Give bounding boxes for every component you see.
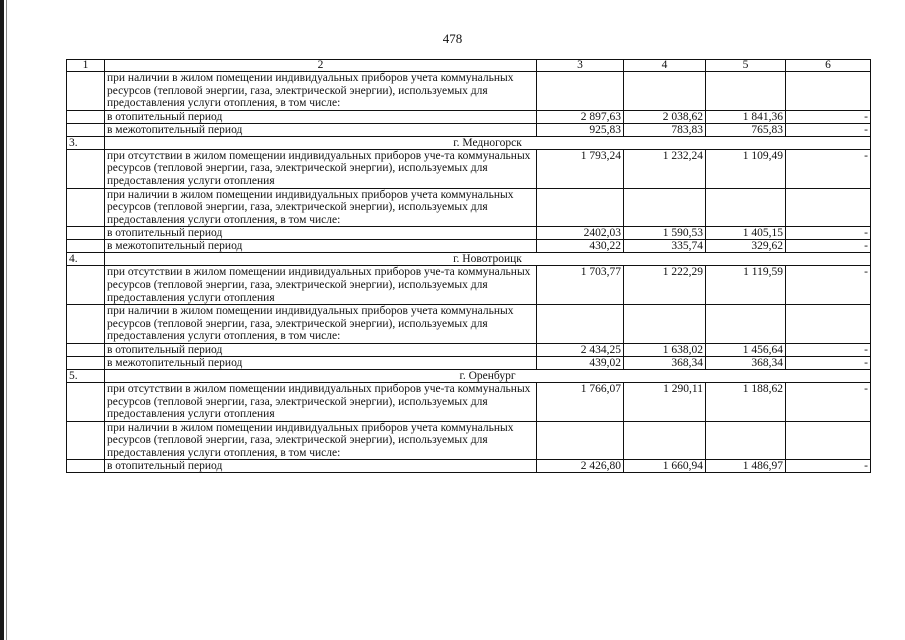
row-number	[67, 72, 105, 111]
value-col-6: -	[786, 149, 871, 188]
value-col-5: 368,34	[706, 356, 786, 369]
row-description: в отопительный период	[105, 343, 537, 356]
table-row	[67, 356, 871, 369]
table-body	[67, 60, 871, 473]
row-description: при наличии в жилом помещении индивидуальных приборов учета коммунальных ресурсов (тепловой энергии, газа, электрической энергии), используемых для предоставления услуги отопления, в том числе:	[105, 72, 537, 111]
value-col-5: 1 456,64	[706, 343, 786, 356]
row-description: в межотопительный период	[105, 240, 537, 253]
value-col-6	[786, 72, 871, 111]
row-number	[67, 110, 105, 123]
table-row	[67, 110, 871, 123]
row-number	[67, 421, 105, 460]
row-description: в отопительный период	[105, 110, 537, 123]
table-row	[67, 266, 871, 305]
value-col-3	[537, 421, 624, 460]
column-header-5: 5	[706, 60, 786, 72]
city-name: г. Новотроицк	[105, 253, 871, 266]
row-number	[67, 343, 105, 356]
value-col-5: 765,83	[706, 123, 786, 136]
value-col-3: 2402,03	[537, 227, 624, 240]
row-description: при отсутствии в жилом помещении индивидуальных приборов уче-та коммунальных ресурсов (тепловой энергии, газа, электрической энергии), используемых для предоставления услуги отопления	[105, 382, 537, 421]
table-row	[67, 343, 871, 356]
table-row	[67, 382, 871, 421]
row-number: 4.	[67, 253, 105, 266]
row-number	[67, 382, 105, 421]
table-row	[67, 227, 871, 240]
column-header-2: 2	[105, 60, 537, 72]
row-number	[67, 356, 105, 369]
row-description: при наличии в жилом помещении индивидуальных приборов учета коммунальных ресурсов (тепловой энергии, газа, электрической энергии), используемых для предоставления услуги отопления, в том числе:	[105, 305, 537, 344]
row-number	[67, 460, 105, 473]
row-number	[67, 305, 105, 344]
row-description: в отопительный период	[105, 227, 537, 240]
value-col-4: 2 038,62	[624, 110, 706, 123]
value-col-5: 329,62	[706, 240, 786, 253]
value-col-6: -	[786, 266, 871, 305]
value-col-5	[706, 72, 786, 111]
value-col-4: 1 590,53	[624, 227, 706, 240]
row-number	[67, 188, 105, 227]
value-col-3: 1 703,77	[537, 266, 624, 305]
row-number	[67, 149, 105, 188]
value-col-3	[537, 188, 624, 227]
row-number	[67, 123, 105, 136]
table-row	[67, 149, 871, 188]
table-row	[67, 305, 871, 344]
city-row	[67, 253, 871, 266]
value-col-3: 430,22	[537, 240, 624, 253]
row-number	[67, 227, 105, 240]
city-name: г. Медногорск	[105, 136, 871, 149]
value-col-5: 1 188,62	[706, 382, 786, 421]
row-description: при наличии в жилом помещении индивидуальных приборов учета коммунальных ресурсов (тепловой энергии, газа, электрической энергии), используемых для предоставления услуги отопления, в том числе:	[105, 188, 537, 227]
value-col-6: -	[786, 240, 871, 253]
row-number	[67, 266, 105, 305]
value-col-5: 1 119,59	[706, 266, 786, 305]
row-number: 5.	[67, 369, 105, 382]
row-description: в отопительный период	[105, 460, 537, 473]
row-description: при наличии в жилом помещении индивидуальных приборов учета коммунальных ресурсов (тепловой энергии, газа, электрической энергии), используемых для предоставления услуги отопления, в том числе:	[105, 421, 537, 460]
value-col-4: 1 638,02	[624, 343, 706, 356]
value-col-3: 439,02	[537, 356, 624, 369]
value-col-3	[537, 72, 624, 111]
value-col-6: -	[786, 382, 871, 421]
row-description: при отсутствии в жилом помещении индивидуальных приборов уче-та коммунальных ресурсов (тепловой энергии, газа, электрической энергии), используемых для предоставления услуги отопления	[105, 266, 537, 305]
value-col-3: 2 897,63	[537, 110, 624, 123]
value-col-6: -	[786, 123, 871, 136]
value-col-6	[786, 421, 871, 460]
value-col-6	[786, 305, 871, 344]
value-col-6: -	[786, 356, 871, 369]
value-col-6: -	[786, 110, 871, 123]
value-col-6	[786, 188, 871, 227]
row-number	[67, 240, 105, 253]
value-col-5: 1 109,49	[706, 149, 786, 188]
column-header-3: 3	[537, 60, 624, 72]
row-description: в межотопительный период	[105, 356, 537, 369]
tariff-table	[66, 59, 871, 473]
column-header-4: 4	[624, 60, 706, 72]
table-row	[67, 123, 871, 136]
row-description: в межотопительный период	[105, 123, 537, 136]
value-col-3: 1 766,07	[537, 382, 624, 421]
table-row	[67, 460, 871, 473]
scan-edge	[0, 0, 4, 640]
table-row	[67, 240, 871, 253]
value-col-3: 2 434,25	[537, 343, 624, 356]
scan-edge-line	[6, 0, 7, 640]
value-col-3: 2 426,80	[537, 460, 624, 473]
column-header-1: 1	[67, 60, 105, 72]
value-col-4	[624, 305, 706, 344]
value-col-3: 1 793,24	[537, 149, 624, 188]
column-header-6: 6	[786, 60, 871, 72]
table-header-row	[67, 60, 871, 72]
value-col-5	[706, 421, 786, 460]
city-row	[67, 136, 871, 149]
value-col-4	[624, 72, 706, 111]
city-name: г. Оренбург	[105, 369, 871, 382]
value-col-6: -	[786, 460, 871, 473]
page-number: 478	[442, 31, 463, 46]
value-col-4: 1 232,24	[624, 149, 706, 188]
value-col-3	[537, 305, 624, 344]
table-row	[67, 421, 871, 460]
value-col-5	[706, 188, 786, 227]
value-col-4: 783,83	[624, 123, 706, 136]
row-description: при отсутствии в жилом помещении индивидуальных приборов уче-та коммунальных ресурсов (тепловой энергии, газа, электрической энергии), используемых для предоставления услуги отопления	[105, 149, 537, 188]
value-col-6: -	[786, 343, 871, 356]
value-col-4	[624, 421, 706, 460]
table-row	[67, 188, 871, 227]
value-col-4: 335,74	[624, 240, 706, 253]
value-col-4: 1 222,29	[624, 266, 706, 305]
value-col-4: 368,34	[624, 356, 706, 369]
value-col-5: 1 841,36	[706, 110, 786, 123]
value-col-5	[706, 305, 786, 344]
table-row	[67, 72, 871, 111]
city-row	[67, 369, 871, 382]
value-col-5: 1 405,15	[706, 227, 786, 240]
row-number: 3.	[67, 136, 105, 149]
value-col-4	[624, 188, 706, 227]
value-col-4: 1 660,94	[624, 460, 706, 473]
value-col-4: 1 290,11	[624, 382, 706, 421]
value-col-6: -	[786, 227, 871, 240]
value-col-3: 925,83	[537, 123, 624, 136]
value-col-5: 1 486,97	[706, 460, 786, 473]
